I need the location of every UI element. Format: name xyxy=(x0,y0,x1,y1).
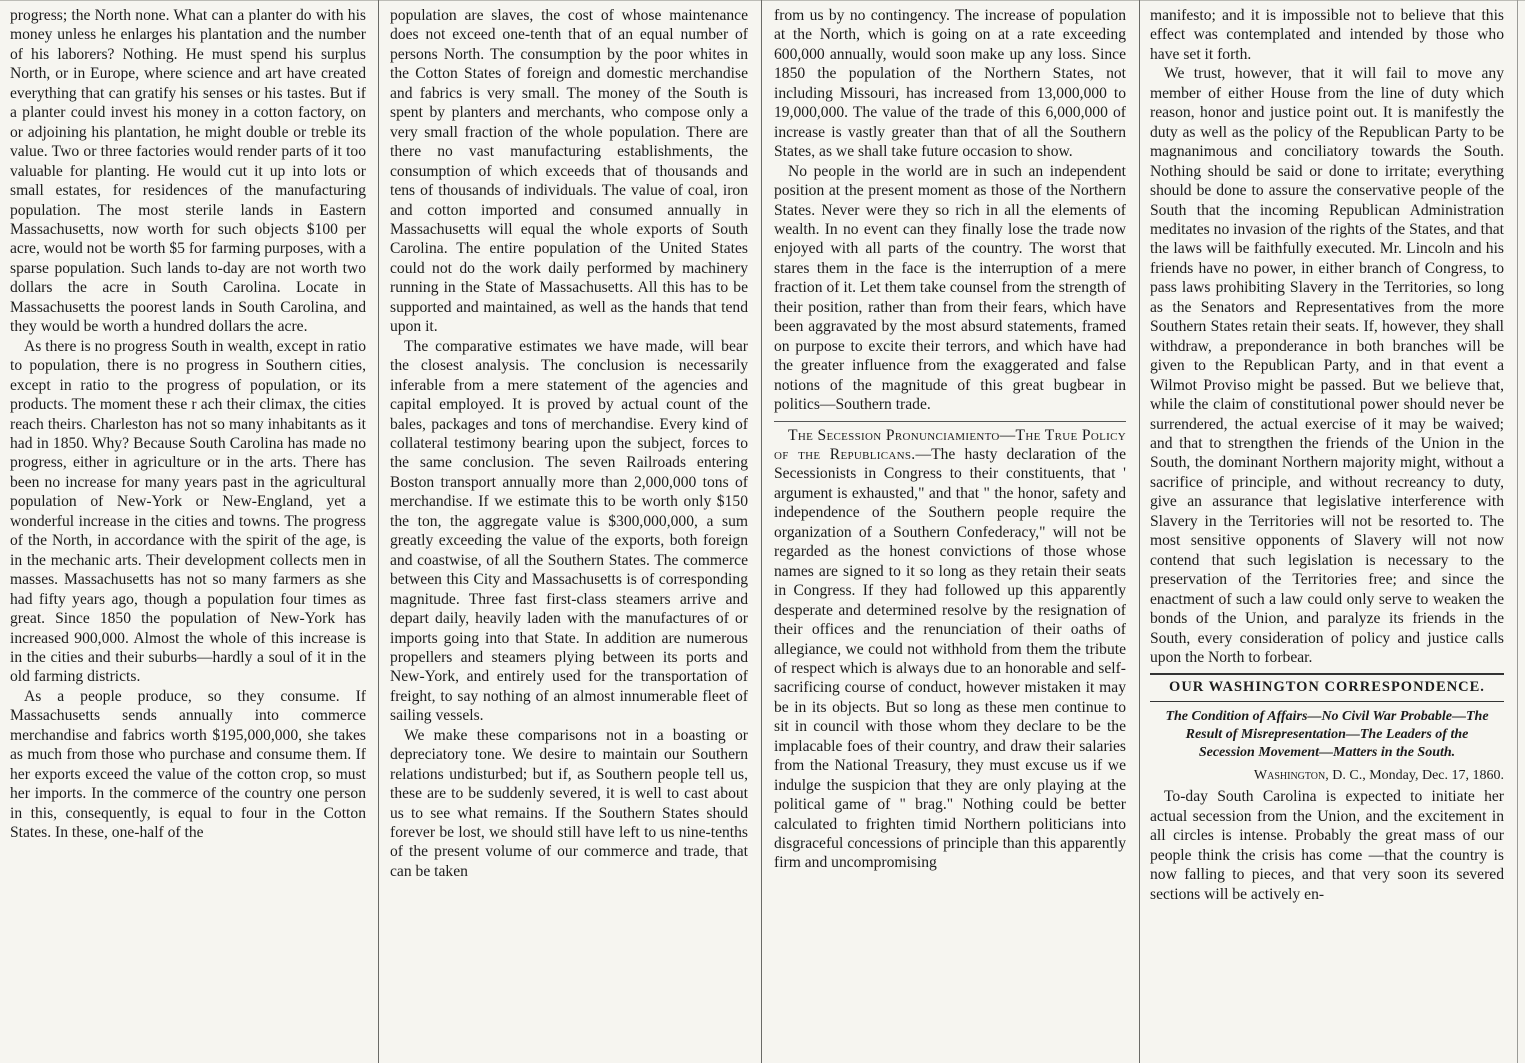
column-rule xyxy=(1139,0,1140,1063)
article-column-1 xyxy=(10,6,366,1063)
paragraph: As a people produce, so they consume. If Massachusetts sends annually into commerce merchandise and fabrics worth $195,000,000, she takes as much from those who purchase and consume them. If her exports exceed the value of the cotton crop, so must her imports. In the commerce of the country one person in this, consequently, is equal to four in the Cotton States. In these, one-half of the xyxy=(10,687,366,842)
paragraph: We make these comparisons not in a boasting or depreciatory tone. We desire to maintain our Southern relations undisturbed; but if, as Southern people tell us, these are to be suddenly severed, it is well to cast about us to see what remains. If the Southern States should forever be lost, we should still have left to us nine-tenths of the present volume of our commerce and trade, that can be taken xyxy=(390,726,748,880)
paragraph: progress; the North none. What can a planter do with his money unless he enlarges his plantation and the number of his laborers? Nothing. He must spend his surplus North, or in Europe, where science and art have created everything that can gratify his senses or his tastes. But if a planter could invest his money in a cotton factory, on or adjoining his plantation, he might double or treble its value. Two or three factories would render parts of it too valuable for planting. He would cut it up into lots or small estates, for residences of the manufacturing population. The most sterile lands in Eastern Massachusetts, now worth for such objects $100 per acre, would not be worth $5 for farming purposes, with a sparse population. Such lands to-day are not worth two dollars the acre in South Carolina. Locate in Massachusetts the poorest lands in South Carolina, and they would be worth a hundred dollars the acre. xyxy=(10,7,366,336)
secession-body: —The hasty declaration of the Secessionists in Congress to their constituents, that ' argument is exhausted," and that " the honor, safety and independence of the Southern people require the organization of a Southern Confederacy," will not be regarded as the honest convictions of those whose names are signed to it so long as they retain their seats in Congress. If they had followed up this apparently desperate and determined resolve by the resignation of their offices and the renunciation of their oaths of allegiance, we could not withhold from them the tribute of respect which is always due to an honorable and self-sacrificing course of conduct, however mistaken it may be in its objects. But so long as these men continue to sit in council with those whom they declare to be the implacable foes of their country, and draw their salaries from the National Treasury, they must excuse us if we indulge the suspicion that they are only playing at the political game of " brag." Nothing could be better calculated to frighten timid Northern politicians into disgraceful concessions of principle than this apparently firm and uncompromising xyxy=(774,445,1126,872)
column-rule xyxy=(1517,0,1518,1063)
column-rule xyxy=(761,0,762,1063)
paragraph: We trust, however, that it will fail to move any member of either House from the line of duty which reason, honor and justice point out. It is manifestly the duty as well as the policy of the Republican Party to be magnanimous and conciliatory towards the South. Nothing should be said or done to irritate; everything should be done to assure the conservative people of the South that the incoming Republican Administration meditates no invasion of the rights of the States, and that the laws will be faithfully executed. Mr. Lincoln and his friends have no power, in either branch of Congress, to pass laws prohibiting Slavery in the Territories, so long as the Senators and Representatives from the more Southern States retain their seats. If, however, they shall withdraw, a preponderance in both branches will be given to the Republican Party, and in that event a Wilmot Proviso might be passed. But we believe that, while the claim of constitutional power should never be surrendered, the actual exercise of it may be waived; and that to strengthen the friends of the Union in the South, the dominant Northern majority might, without a sacrifice of principle, and without recreancy to duty, give an assurance that legislative interference with Slavery in the Territories will not be resorted to. The most sensitive opponents of Slavery will not now contend that such legislation is necessary to the preservation of the Territories free; and since the enactment of such a law could only serve to weaken the bonds of the Union, and paralyze its friends in the South, every consideration of policy and justice calls upon the North to forbear. xyxy=(1150,65,1504,666)
top-rule xyxy=(0,0,1525,1)
section-heading: OUR WASHINGTON CORRESPONDENCE. xyxy=(1150,673,1504,701)
paragraph: As there is no progress South in wealth, except in ratio to population, there is no progress in Southern cities, except in ratio to the progress of population, or its products. The moment these r ach their climax, the cities reach theirs. Charleston has not so many inhabitants as it had in 1850. Why? Because South Carolina has made no progress, either in agriculture or in the arts. There has been no increase for many years past in the agricultural population of New-York or New-England, yet a wonderful increase in the cities and towns. The progress of the North, in accordance with the spirit of the age, is in the mechanic arts. Their development collects men in masses. Massachusetts has not so many farmers as she had fifty years ago, though a population four times as great. Since 1850 the population of New-York has increased 900,000. Almost the whole of this increase is in the cities and their suburbs—hardly a soul of it in the old farming districts. xyxy=(10,337,366,686)
dateline-date: Monday, Dec. 17, 1860. xyxy=(1365,767,1504,783)
dateline-place: Washington, D. C., xyxy=(1253,767,1366,783)
article-column-3 xyxy=(774,6,1126,1063)
article-column-4 xyxy=(1150,6,1504,1063)
paragraph: from us by no contingency. The increase of population at the North, which is going on at a rate exceeding 600,000 annually, would soon make up any loss. Since 1850 the population of the Northern States, not including Missouri, has increased from 13,000,000 to 19,000,000. The value of the trade of this 6,000,000 of increase is vastly greater than that of all the Southern States, as we shall take future occasion to show. xyxy=(774,7,1126,161)
dateline xyxy=(1150,766,1504,785)
paragraph: The comparative estimates we have made, will bear the closest analysis. The conclusion is necessarily inferable from a mere statement of the agencies and capital employed. It is proved by actual count of the bales, packages and tons of merchandise. Every kind of collateral testimony bearing upon the subject, forces to the same conclusion. The seven Railroads entering Boston transport annually more than 2,000,000 tons of merchandise. If we estimate this to be worth only $150 the ton, the aggregate value is $300,000,000, a sum greatly exceeding the value of the exports, both foreign and coastwise, of all the Southern States. The commerce between this City and Massachusetts is of corresponding magnitude. Three fast first-class steamers arrive and depart daily, heavily laden with the manufactures of or imports going into that State. In addition are numerous propellers and steamers plying between its ports and New-York, and entirely used for the transportation of freight, to say nothing of an almost innumerable fleet of sailing vessels. xyxy=(390,337,748,725)
column-rule xyxy=(378,0,379,1063)
paragraph: manifesto; and it is impossible not to believe that this effect was contemplated and intended by those who have set it forth. xyxy=(1150,7,1504,63)
article-deck: The Condition of Affairs—No Civil War Probable—The Result of Misrepresentation—The Leaders of the Secession Movement—Matters in the South. xyxy=(1165,708,1489,760)
secession-headline: The Secession Pronunciamiento—The True Policy of the Republicans. xyxy=(774,426,1126,463)
article-separator xyxy=(774,421,1126,422)
article-column-2 xyxy=(390,6,748,1063)
paragraph: To-day South Carolina is expected to initiate her actual secession from the Union, and the excitement in all circles is intense. Probably the great mass of our people think the crisis has come —that the country is now falling to pieces, and that very soon its severed sections will be actively en- xyxy=(1150,788,1504,903)
secession-article xyxy=(774,426,1126,873)
paragraph: No people in the world are in such an independent position at the present moment as those of the Northern States. Never were they so rich in all the elements of wealth. In no event can they finally lose the trade now enjoyed with all parts of the country. The worst that stares them in the face is the interruption of a mere fraction of it. Let them take counsel from the strength of their position, rather than from their fears, which have been aggravated by the most absurd statements, framed on purpose to excite their terrors, and which have had the greater influence from the exaggerated and false notions of the magnitude of this great bugbear in politics—Southern trade. xyxy=(774,162,1126,414)
paragraph: population are slaves, the cost of whose maintenance does not exceed one-tenth that of an equal number of persons North. The consumption by the poor whites in the Cotton States of foreign and domestic merchandise and fabrics is very small. The money of the South is spent by planters and merchants, who compose only a very small fraction of the whole population. There are there no vast manufacturing establishments, the consumption of which exceeds that of thousands and tens of thousands of individuals. The value of coal, iron and cotton imported and consumed annually in Massachusetts will equal the whole exports of South Carolina. The entire population of the United States could not do the work daily performed by machinery running in the State of Massachusetts. All this has to be supported and maintained, as well as the hands that tend upon it. xyxy=(390,7,748,336)
